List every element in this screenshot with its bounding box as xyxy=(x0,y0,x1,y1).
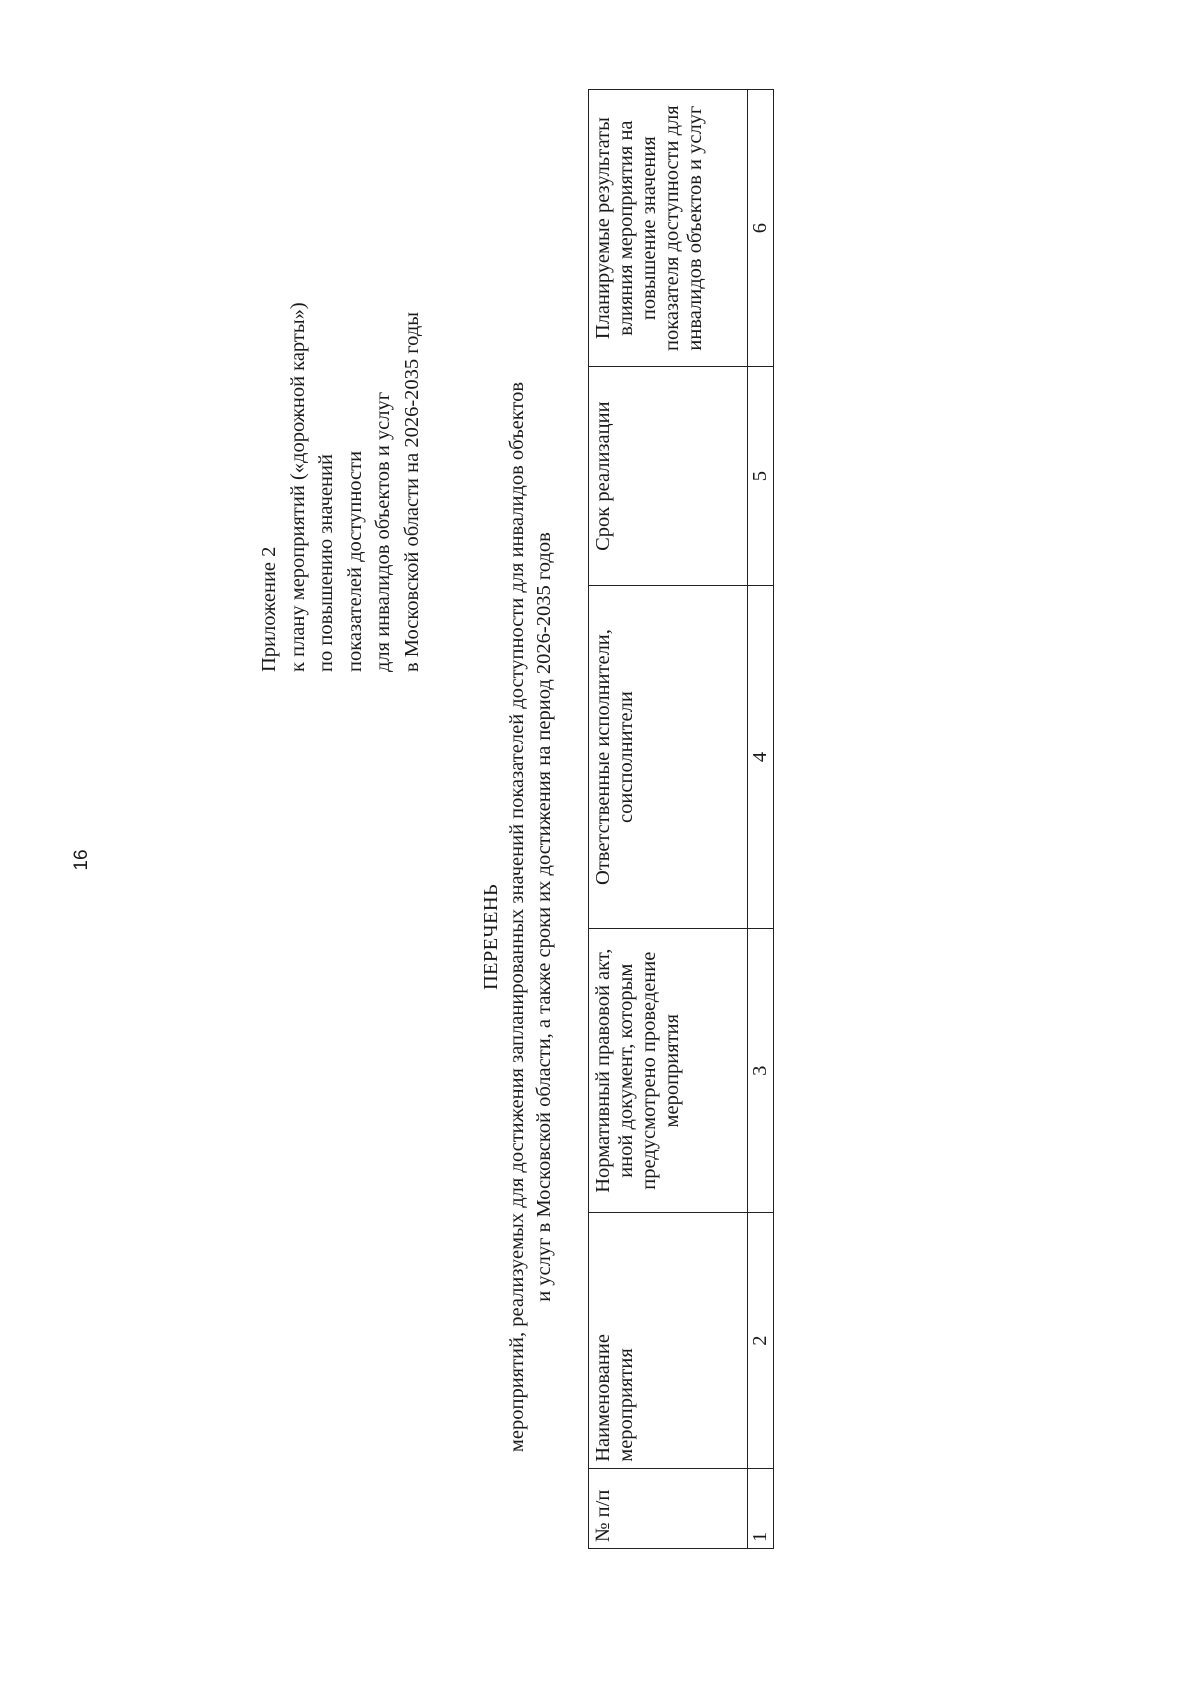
column-number-cell: 5 xyxy=(748,367,774,586)
table-row xyxy=(748,90,774,1549)
header-deadline: Срок реализации xyxy=(589,367,748,586)
column-number-cell: 1 xyxy=(748,1468,774,1548)
list-subtitle xyxy=(504,297,558,1537)
appendix-header xyxy=(255,302,426,672)
appendix-line: для инвалидов объектов и услуг xyxy=(372,391,394,672)
header-legal-act: Нормативный правовой акт, иной документ, которым предусмотрено проведение мероприятия xyxy=(589,928,748,1213)
column-number-cell: 2 xyxy=(748,1213,774,1468)
list-title: ПЕРЕЧЕНЬ xyxy=(480,883,502,991)
appendix-line: показателей доступности xyxy=(343,450,366,672)
appendix-line: в Московской области на 2026-2035 годы xyxy=(400,311,423,672)
measures-table xyxy=(588,89,774,1549)
table-header-row xyxy=(589,90,748,1549)
header-number: № п/п xyxy=(589,1468,748,1548)
list-subtitle-line: и услуг в Московской области, а также сроки их достижения на период 2026-2035 годов xyxy=(533,532,555,1302)
page-number: 16 xyxy=(71,849,92,871)
appendix-line: по повышению значений xyxy=(315,454,337,672)
column-number-cell: 3 xyxy=(748,928,774,1213)
header-measure-name: Наименование мероприятия xyxy=(589,1213,748,1468)
column-number-cell: 4 xyxy=(748,586,774,929)
header-executors: Ответственные исполнители, соисполнители xyxy=(589,586,748,929)
list-subtitle-line: мероприятий, реализуемых для достижения запланированных значений показателей доступности для инвалидов объектов xyxy=(506,381,528,1453)
header-planned-results: Планируемые результаты влияния мероприятия на повышение значения показателя доступности для инвалидов объектов и услуг xyxy=(589,90,748,367)
column-number-cell: 6 xyxy=(748,90,774,367)
appendix-line: Приложение 2 xyxy=(258,546,280,672)
appendix-line: к плану мероприятий («дорожной карты») xyxy=(286,302,309,672)
